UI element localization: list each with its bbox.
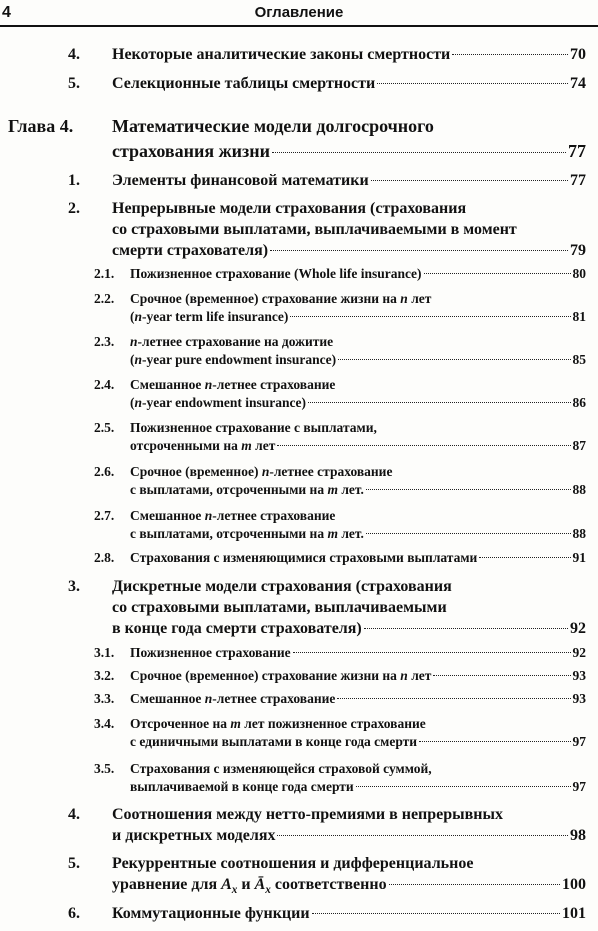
text-part: Срочное (временное) страхование жизни на [130,291,401,306]
dot-leader [337,698,570,699]
toc-subentry[interactable] [94,667,586,685]
toc-subentry[interactable] [94,549,586,567]
toc-subentry[interactable] [94,690,586,708]
text-part: Смешанное [130,508,205,523]
dot-leader [389,884,560,885]
entry-title-line2: и дискретных моделях [112,827,276,844]
dot-leader [312,913,560,914]
entry-title-line2: с единичными выплатами в конце года смерти [130,734,418,749]
chapter-title-line1: Математические модели долгосрочного [112,116,434,136]
page-ref: 101 [562,905,586,922]
entry-title-line1: Страхования с изменяющейся страховой суммой, [130,761,432,776]
text-part: отсроченными на [130,438,242,453]
entry-title-line1 [130,290,431,308]
variable-n: n [400,291,408,306]
toc-subentry[interactable] [94,760,586,796]
text-part: -летнее страхование [212,691,336,706]
entry-title-line1: Рекуррентные соотношения и дифференциальное [112,855,474,872]
variable-m: m [241,438,252,453]
text-part: лет [407,668,432,683]
dot-leader [290,316,570,317]
entry-number: 3.3. [94,691,115,706]
entry-number: 2.8. [94,550,115,565]
page-ref: 93 [572,691,586,706]
text-part: -year endowment insurance) [142,395,306,410]
variable-n: n [134,395,143,410]
text-part: Смешанное [130,377,205,392]
entry-number: 2.1. [94,266,115,281]
text-part: -летнее страхование [212,377,336,392]
toc-subentry[interactable] [94,333,586,369]
header-rule [0,25,598,27]
entry-title-line1: Дискретные модели страхования (страхования [112,578,452,595]
text-part: -year term life insurance) [142,309,289,324]
text-part: лет. [337,482,364,497]
page-ref: 77 [570,172,586,189]
entry-title: Пожизненное страхование [130,645,291,660]
entry-title [130,690,335,708]
symbol-A: A [221,876,232,893]
text-part: с выплатами, отсроченными на [130,482,328,497]
variable-n: n [130,334,138,349]
toc-subentry[interactable] [94,419,586,455]
variable-n: n [204,377,213,392]
entry-title: Коммутационные функции [112,905,310,922]
dot-leader [366,533,571,534]
page-ref: 79 [570,242,586,259]
entry-title: Страхования с изменяющимися страховыми выплатами [130,550,478,565]
entry-number: 6. [68,905,80,922]
page-ref: 91 [572,550,586,565]
entry-title-line2 [112,874,387,901]
entry-title: Элементы финансовой математики [112,172,369,189]
entry-number: 3.1. [94,645,115,660]
text-part: -летнее страхование [269,464,393,479]
entry-number: 5. [68,75,80,92]
entry-title-line3: в конце года смерти страхователя) [112,620,362,637]
toc-entry[interactable] [68,804,586,846]
text-part: уравнение для [112,876,222,893]
chapter-label: Глава 4. [8,116,74,136]
toc-entry[interactable] [68,198,586,261]
entry-number: 2.3. [94,334,115,349]
text-part: -летнее страхование на дожитие [137,334,334,349]
entry-number: 4. [68,46,80,63]
entry-title-line2: со страховыми выплатами, выплачиваемыми [112,599,447,616]
toc-subentry[interactable] [94,376,586,412]
entry-title-line2: (n-year term life insurance) [130,309,289,324]
variable-m: m [230,716,241,731]
entry-title-line2 [130,525,364,543]
toc-subentry[interactable] [94,265,586,283]
toc-subentry[interactable] [94,507,586,543]
page-ref: 70 [570,46,586,63]
toc-entry[interactable] [68,73,586,94]
chapter-heading[interactable] [8,114,586,164]
dot-leader [479,557,570,558]
dot-leader [338,359,570,360]
toc-entry[interactable] [68,576,586,639]
variable-m: m [327,526,338,541]
dot-leader [293,652,571,653]
page-ref: 81 [572,309,586,324]
entry-title-line3: смерти страхователя) [112,242,269,259]
text-part: -летнее страхование [212,508,336,523]
text-part: с выплатами, отсроченными на [130,526,328,541]
page-ref: 80 [572,266,586,281]
page-ref: 93 [572,668,586,683]
text-part: Отсроченное на [130,716,231,731]
entry-title-line2 [130,437,275,455]
dot-leader [419,741,570,742]
entry-number: 3. [68,578,80,595]
text-part: и [237,876,255,893]
entry-title-line2: со страховыми выплатами, выплачиваемыми в момент [112,221,517,238]
toc-subentry[interactable] [94,644,586,662]
text-part: лет. [337,526,364,541]
text-part: Смешанное [130,691,205,706]
dot-leader [277,835,568,836]
variable-n: n [400,668,408,683]
entry-number: 2.2. [94,291,115,306]
dot-leader [272,152,566,153]
entry-number: 2.6. [94,464,115,479]
entry-number: 3.5. [94,761,115,776]
entry-title-line1 [130,376,335,394]
variable-n: n [261,464,270,479]
page-ref: 74 [570,75,586,92]
text-part: соответственно [270,876,387,893]
variable-m: m [327,482,338,497]
symbol-A-bar: Ā [254,876,266,893]
running-head [0,0,598,26]
entry-title-line1: Соотношения между нетто-премиями в непрерывных [112,806,504,823]
dot-leader [433,675,570,676]
entry-title-line2: (n-year endowment insurance) [130,395,306,410]
dot-leader [308,402,571,403]
entry-title-line1 [130,507,335,525]
text-part: лет [251,438,276,453]
dot-leader [270,250,568,251]
subscript-x: x [265,884,271,897]
entry-number: 1. [68,172,80,189]
entry-title-line1 [130,715,426,733]
entry-title-line1 [130,463,392,481]
page-ref: 92 [572,645,586,660]
toc-subentry[interactable] [94,715,586,751]
page-ref: 92 [570,620,586,637]
dot-leader [364,628,568,629]
dot-leader [366,489,571,490]
dot-leader [424,273,571,274]
entry-title: Селекционные таблицы смертности [112,75,376,92]
entry-title-line2: выплачиваемой в конце года смерти [130,779,354,794]
entry-title-line2 [130,481,364,499]
dot-leader [452,54,568,55]
page-ref: 100 [562,876,586,893]
toc-entry[interactable] [68,170,586,191]
variable-n: n [204,508,213,523]
dot-leader [277,445,570,446]
entry-title-line1: Пожизненное страхование с выплатами, [130,420,377,435]
entry-number: 2.7. [94,508,115,523]
entry-number: 4. [68,806,80,823]
entry-title-line1 [130,333,333,351]
page-ref: 86 [572,395,586,410]
entry-title [130,667,431,685]
subscript-x: x [231,884,238,897]
page-ref: 87 [572,438,586,453]
entry-title-line1: Непрерывные модели страхования (страхования [112,200,467,217]
page-ref: 97 [572,779,586,794]
text-part: Срочное (временное) страхование жизни на [130,668,401,683]
toc-subentry[interactable] [94,290,586,326]
page-ref: 85 [572,352,586,367]
text-part: Срочное (временное) [130,464,262,479]
entry-title-line2: (n-year pure endowment insurance) [130,352,337,367]
entry-number: 3.2. [94,668,115,683]
dot-leader [371,180,568,181]
dot-leader [377,83,568,84]
toc-subentry[interactable] [94,463,586,499]
entry-number: 2. [68,200,80,217]
chapter-title-line2: страхования жизни [112,141,271,161]
entry-title: Пожизненное страхование (Whole life insurance) [130,266,422,281]
entry-number: 3.4. [94,716,115,731]
text-part: лет пожизненное страхование [240,716,426,731]
variable-n: n [204,691,213,706]
running-title: Оглавление [254,4,344,21]
toc-entry[interactable] [68,853,586,901]
page-number: 4 [2,4,11,21]
text-part: лет [407,291,432,306]
page-ref: 97 [572,734,586,749]
variable-n: n [134,309,143,324]
entry-number: 2.5. [94,420,115,435]
page-ref: 98 [570,827,586,844]
dot-leader [356,786,571,787]
page-ref: 88 [572,526,586,541]
entry-number: 5. [68,855,80,872]
text-part: -year pure endowment insurance) [142,352,337,367]
toc-entry[interactable] [68,44,586,65]
variable-n: n [134,352,143,367]
page-ref: 88 [572,482,586,497]
entry-title: Некоторые аналитические законы смертности [112,46,451,63]
entry-number: 2.4. [94,377,115,392]
toc-entry[interactable] [68,903,586,924]
page-ref: 77 [568,141,586,161]
